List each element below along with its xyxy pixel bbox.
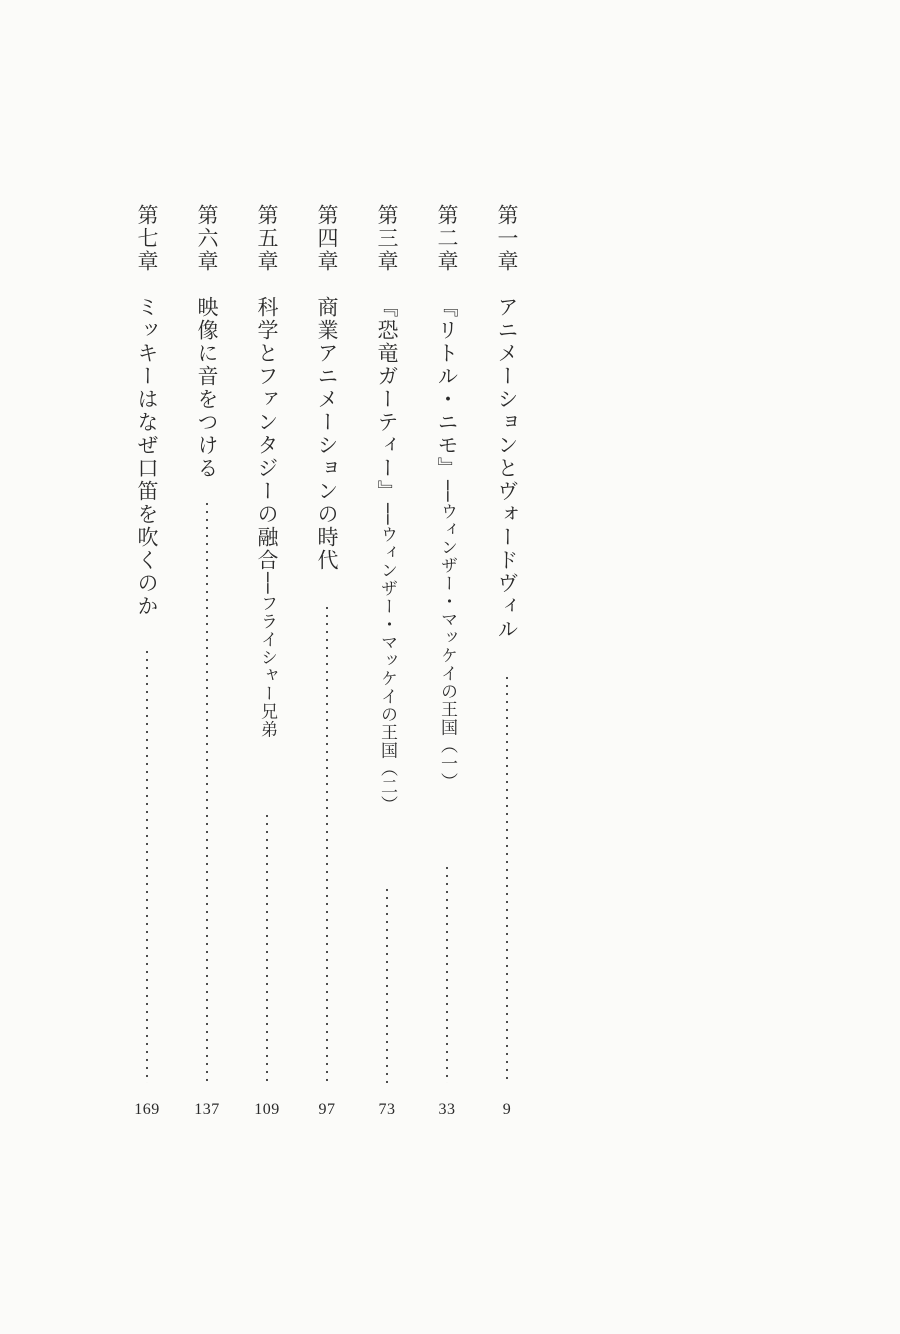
chapter-number: 第六章 xyxy=(195,204,219,273)
page-number: 9 xyxy=(502,1101,512,1118)
chapter-subtitle: ──フライシャー兄弟 xyxy=(257,572,277,739)
toc-entry-chapter-1 xyxy=(489,204,525,1134)
chapter-title: 科学とファンタジーの融合──フライシャー兄弟 xyxy=(255,296,279,739)
page-number: 137 xyxy=(194,1101,220,1118)
chapter-number: 第二章 xyxy=(435,204,459,273)
page-number: 73 xyxy=(378,1101,396,1118)
leader-dots xyxy=(386,886,388,1083)
chapter-title: 商業アニメーションの時代 xyxy=(315,296,339,572)
toc-entry-chapter-3 xyxy=(369,204,405,1134)
leader-dots xyxy=(446,864,448,1083)
chapter-number: 第五章 xyxy=(255,204,279,273)
chapter-title: 『リトル・ニモ』──ウィンザー・マッケイの王国（一） xyxy=(435,296,459,791)
toc-entry-chapter-4 xyxy=(309,204,345,1134)
chapter-title: アニメーションとヴォードヴィル xyxy=(495,296,519,641)
leader-dots xyxy=(326,604,328,1083)
toc-entry-chapter-6 xyxy=(189,204,225,1134)
page-number: 109 xyxy=(254,1101,280,1118)
leader-dots xyxy=(206,500,208,1083)
toc-entry-chapter-5 xyxy=(249,204,285,1134)
chapter-title: ミッキーはなぜ口笛を吹くのか xyxy=(135,296,159,618)
toc-entry-chapter-2 xyxy=(429,204,465,1134)
chapter-number: 第四章 xyxy=(315,204,339,273)
page-number: 169 xyxy=(134,1101,160,1118)
leader-dots xyxy=(146,648,148,1083)
page-number: 97 xyxy=(318,1101,336,1118)
chapter-title: 『恐竜ガーティー』──ウィンザー・マッケイの王国（二） xyxy=(375,296,399,814)
leader-dots xyxy=(506,674,508,1083)
leader-dots xyxy=(266,812,268,1083)
page-number: 33 xyxy=(438,1101,456,1118)
chapter-number: 第七章 xyxy=(135,204,159,273)
chapter-number: 第三章 xyxy=(375,204,399,273)
chapter-title: 映像に音をつける xyxy=(195,296,219,480)
chapter-number: 第一章 xyxy=(495,204,519,273)
chapter-subtitle: ──ウィンザー・マッケイの王国（一） xyxy=(437,480,457,791)
toc-entry-chapter-7 xyxy=(129,204,165,1134)
chapter-subtitle: ──ウィンザー・マッケイの王国（二） xyxy=(377,503,397,814)
